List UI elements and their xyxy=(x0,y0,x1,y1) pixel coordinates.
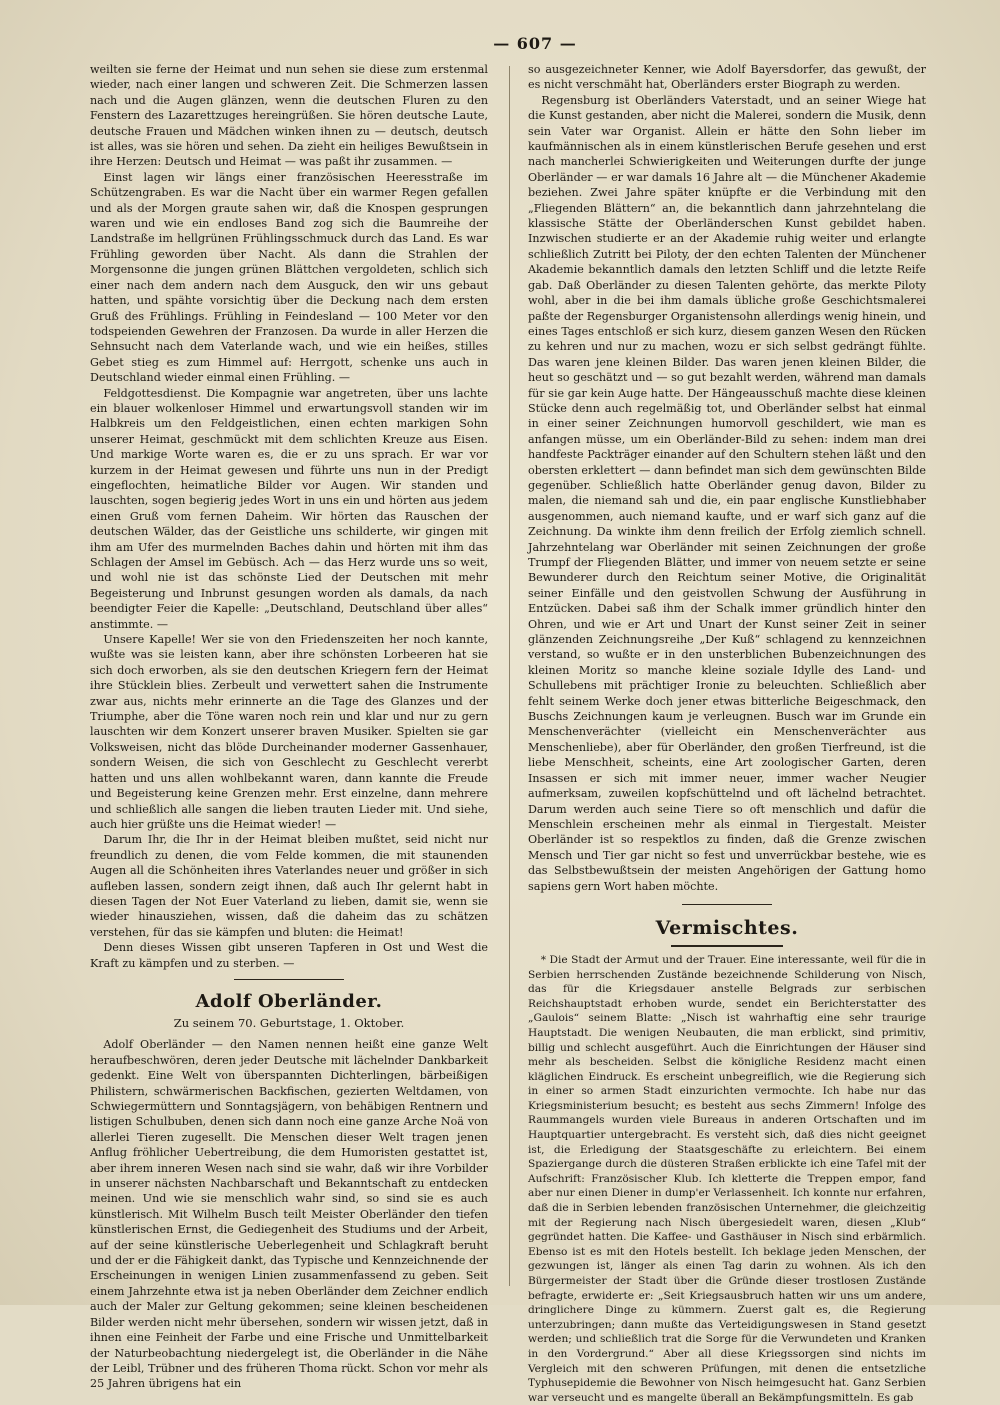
paragraph: Feldgottesdienst. Die Kompagnie war angetreten, über uns lachte ein blauer wolkenloser Himmel und erwartungsvoll standen wir im Halbkreis um den Feldgeistlichen, einen echten markigen Sohn unserer Heimat, geschmückt mit dem schlichten Kreuze aus Eisen. Und markige Worte waren es, die er zu uns sprach. Er war vor kurzem in der Heimat gewesen und führte uns nun in der Predigt eingeflochten, heimatliche Bilder vor Augen. Wir standen und lauschten, sogen begierig jedes Wort in uns ein und hörten aus jedem einen Gruß vom fernen Daheim. Wir hörten das Rauschen der deutschen Wälder, das der Geistliche uns schilderte, wir gingen mit ihm am Ufer des murmelnden Baches dahin und hörten mit ihm das Schlagen der Amsel im Gebüsch. Ach — das Herz wurde uns so weit, und wohl nie ist das schönste Lied der Deutschen mit mehr Begeisterung und Inbrunst gesungen worden als damals, da nach beendigter Feier die Kapelle: „Deutschland, Deutschland über alles“ anstimmte. — xyxy=(90,386,488,631)
page-number: — 607 — xyxy=(493,34,577,53)
article-title-oberlaender: Adolf Oberländer. xyxy=(195,990,383,1012)
article-separator xyxy=(234,979,344,980)
paragraph: Regensburg ist Oberländers Vaterstadt, und an seiner Wiege hat die Kunst gestanden, aber nicht die Malerei, sondern die Musik, denn sein Vater war Organist. Allein er hätte den Sohn lieber im kaufmännischen als in einem künstlerischen Berufe gesehen und erst nach mancherlei Schwierigkeiten und Weiterungen durfte der junge Oberländer — er war damals 16 Jahre alt — die Münchener Akademie beziehen. Zwei Jahre später knüpfte er die Verbindung mit den „Fliegenden Blättern“ an, die bekanntlich dann jahrzehntelang die klassische Stätte der Oberländerschen Kunst gebildet haben. Inzwischen studierte er an der Akademie ruhig weiter und erlangte schließlich Zutritt bei Piloty, der den echten Talenten der Münchener Akademie bekanntlich damals den letzten Schliff und die letzte Reife gab. Daß Oberländer zu diesen Talenten gehörte, das merkte Piloty wohl, aber in die bei ihm damals übliche große Geschichtsmalerei paßte der Regensburger Organistensohn allerdings wenig hinein, und eines Tages entschloß er sich kurz, diesem ganzen Wesen den Rücken zu kehren und nur zu machen, wozu er sich selbst gedrängt fühlte. Das waren jene kleinen Bilder. Das waren jenen kleinen Bilder, die heut so geschätzt und — so gut bezahlt werden, während man damals für sie gar kein Auge hatte. Der Hängeausschuß machte diese kleinen Stücke denn auch regelmäßig tot, und Oberländer selbst hat einmal in einer seiner Zeichnungen humorvoll geschildert, wie man es anfangen müsse, um ein Oberländer-Bild zu sehen: indem man drei handfeste Packträger einander auf den Schultern stehen läßt und den obersten erklettert — dann befindet man sich dem gewünschten Bilde gegenüber. Schließlich hatte Oberländer genug davon, Bilder zu malen, die niemand sah und die, ein paar englische Kunstliebhaber ausgenommen, auch niemand kaufte, und er warf sich ganz auf die Zeichnung. Da winkte ihm denn freilich der Erfolg ziemlich schnell. Jahrzehntelang war Oberländer mit seinen Zeichnungen der große Trumpf der Fliegenden Blätter, und immer von neuem setzte er seine Bewunderer durch den Reichtum seiner Motive, die Originalität seiner Einfälle und den geistvollen Schwung der Ausführung in Entzücken. Dabei saß ihm der Schalk immer gründlich hinter den Ohren, und wie er Art und Unart der Kunst seiner Zeit in seiner glänzenden Zeichnungsreihe „Der Kuß“ schlagend zu kennzeichnen verstand, so wußte er in den unsterblichen Bubenzeichnungen des kleinen Moritz so manche kleine soziale Idylle des Land- und Schullebens mit prächtiger Ironie zu beleuchten. Schließlich aber fehlt seinem Werke doch jener etwas bitterliche Beigeschmack, den Buschs Zeichnungen kaum je verleugnen. Busch war im Grunde ein Menschenverächter (vielleicht ein Menschenverächter aus Menschenliebe), aber für Oberländer, den großen Tierfreund, ist die liebe Menschheit, scheints, eine Art zoologischer Garten, deren Insassen er sich mit immer neuer, immer wacher Neugier aufmerksam, zuweilen kopfschüttelnd und oft lächelnd betrachtet. Darum werden auch seine Tiere so oft menschlich und dafür die Menschlein erscheinen mehr als einmal in Tiergestalt. Meister Oberländer ist so respektlos zu finden, daß die Grenze zwischen Mensch und Tier gar nicht so fest und unverrückbar bestehe, wie es das Selbstbewußtsein der meisten Angehörigen der Gattung homo sapiens gern Wort haben möchte. xyxy=(528,93,926,893)
paragraph: Adolf Oberländer — den Namen nennen heißt eine ganze Welt heraufbeschwören, deren jeder Deutsche mit lächelnder Dankbarkeit gedenkt. Eine Welt von überspannten Dichterlingen, bärbeißigen Philistern, schwärmerischen Backfischen, gezierten Weltdamen, von Schwiegermüttern und Sonntagsjägern, von behäbigen Rentnern und listigen Schulbuben, denen sich dann noch eine ganze Arche Noä von allerlei Tieren zugesellt. Die Menschen dieser Welt tragen jenen Anflug fröhlicher Uebertreibung, die dem Humoristen gestattet ist, aber ihrem inneren Wesen nach sind sie wahr, daß wir ihre Vorbilder in unserer nächsten Nachbarschaft und Bekanntschaft zu entdecken meinen. Und wie sie menschlich wahr sind, so sind sie es auch künstlerisch. Mit Wilhelm Busch teilt Meister Oberländer den tiefen künstlerischen Ernst, die Gediegenheit des Studiums und der Arbeit, auf der seine künstlerische Ueberlegenheit und Schlagkraft beruht und der er die Fähigkeit dankt, das Typische und Kennzeichnende der Erscheinungen in wenigen Linien zusammenfassend zu geben. Seit einem Jahrzehnte etwa ist ja neben Oberländer dem Zeichner endlich auch der Maler zur Geltung gekommen; seine kleinen bescheidenen Bilder werden nicht mehr übersehen, sondern wir wissen jetzt, daß in ihnen eine Feinheit der Farbe und eine Frische und Unmittelbarkeit der Naturbeobachtung niedergelegt ist, die Oberländer in die Nähe der Leibl, Trübner und des früheren Thoma rückt. Schon vor mehr als 25 Jahren übrigens hat ein xyxy=(90,1038,488,1391)
section-title-underline xyxy=(671,945,783,947)
paragraph: so ausgezeichneter Kenner, wie Adolf Bayersdorfer, das gewußt, der es nicht verschmäht hat, Oberländers erster Biograph zu werden. xyxy=(528,63,926,92)
paragraph: weilten sie ferne der Heimat und nun sehen sie diese zum erstenmal wieder, nach einer langen und schweren Zeit. Die Schmerzen lassen nach und die Augen glänzen, wenn die deutschen Fluren zu den Fenstern des Lazarettzuges hereingrüßen. Sie hören deutsche Laute, deutsche Frauen und Mädchen winken ihnen zu — deutsch, deutsch ist alles, was sie hören und sehen. Da zieht ein heiliges Bewußtsein in ihre Herzen: Deutsch und Heimat — was paßt ihr zusammen. — xyxy=(90,63,488,169)
right-column xyxy=(528,62,926,1404)
paragraph: Denn dieses Wissen gibt unseren Tapferen in Ost und West die Kraft zu kämpfen und zu sterben. — xyxy=(90,941,488,970)
paragraph: Einst lagen wir längs einer französischen Heeresstraße im Schützengraben. Es war die Nacht über ein warmer Regen gefallen und als der Morgen graute sahen wir, daß die Knospen gesprungen waren und wie ein endloses Band zog sich die Baumreihe der Landstraße im hellgrünen Frühlingsschmuck durch das Land. Es war Frühling geworden über Nacht. Als dann die Strahlen der Morgensonne die jungen grünen Blättchen vergoldeten, schlich sich einer nach dem andern nach dem Ausguck, den wir uns gebaut hatten, und spähte vorsichtig über die Deckung nach dem ersten Gruß des Frühlings. Frühling in Feindesland — 100 Meter vor den todspeienden Gewehren der Franzosen. Da wurde in aller Herzen die Sehnsucht nach dem Vaterlande wach, und wie ein heißes, stilles Gebet stieg es zum Himmel auf: Herrgott, schenke uns auch in Deutschland wieder einmal einen Frühling. — xyxy=(90,170,488,385)
article-separator xyxy=(682,904,772,905)
paragraph: Unsere Kapelle! Wer sie von den Friedenszeiten her noch kannte, wußte was sie leisten kann, aber ihre schönsten Lorbeeren hat sie sich doch erworben, als sie den deutschen Kriegern fern der Heimat ihre Stücklein blies. Zerbeult und verwettert sahen die Instrumente zwar aus, nichts mehr erinnerte an die Tage des Glanzes und der Triumphe, aber die Töne waren noch rein und klar und nur zu gern lauschten wir dem Konzert unserer braven Musiker. Spielten sie gar Volksweisen, nicht das blöde Durcheinander moderner Gassenhauer, sondern Weisen, die sich von Geschlecht zu Geschlecht vererbt hatten und uns allen wohlbekannt waren, dann kannte die Freude und Begeisterung keine Grenzen mehr. Erst einzelne, dann mehrere und schließlich alle sangen die lieben trauten Lieder mit. Und siehe, auch hier grüßte uns die Heimat wieder! — xyxy=(90,633,488,831)
article-subtitle: Zu seinem 70. Geburtstage, 1. Oktober. xyxy=(173,1015,405,1030)
column-divider xyxy=(509,66,510,1286)
section-title-vermischtes: Vermischtes. xyxy=(655,916,799,939)
paragraph: Darum Ihr, die Ihr in der Heimat bleiben mußtet, seid nicht nur freundlich zu denen, die vom Felde kommen, die mit staunenden Augen all die Schönheiten ihres Vaterlandes neuer und größer in sich aufleben lassen, sondern zeigt ihnen, daß auch Ihr gelernt habt in diesen Tagen der Not Euer Vaterland zu lieben, damit sie, wenn sie wieder hinausziehen, wissen, daß die daheim das zu schätzen verstehen, für das sie kämpfen und bluten: die Heimat! xyxy=(90,833,488,939)
left-column xyxy=(90,62,488,1391)
paragraph: * Die Stadt der Armut und der Trauer. Eine interessante, weil für die in Serbien herrschenden Zustände bezeichnende Schilderung von Nisch, das für die Kriegsdauer anstelle Belgrads zur serbischen Reichshauptstadt erhoben wurde, sendet ein Berichterstatter des „Gaulois“ seinem Blatte: „Nisch ist wahrhaftig eine sehr traurige Hauptstadt. Die wenigen Neubauten, die man erblickt, sind primitiv, billig und schlecht ausgeführt. Auch die Einrichtungen der Häuser sind mehr als bescheiden. Selbst die königliche Residenz macht einen kläglichen Eindruck. Es erscheint unbegreiflich, wie die Regierung sich in einer so armen Stadt einzurichten vermochte. Ich habe nur das Kriegsministerium besucht; es besteht aus sechs Zimmern! Infolge des Raummangels wurden viele Bureaus in anderen Ortschaften und im Hauptquartier untergebracht. Es versteht sich, daß dies nicht geeignet ist, die Erledigung der Staatsgeschäfte zu erleichtern. Bei einem Spaziergange durch die düsteren Straßen erblickte ich eine Tafel mit der Aufschrift: Französischer Klub. Ich kletterte die Treppen empor, fand aber nur einen Diener in dump'er Verlassenheit. Ich konnte nur erfahren, daß die in Serbien lebenden französischen Unternehmer, die gleichzeitig mit der Regierung nach Nisch übergesiedelt waren, diesen „Klub“ gegründet hatten. Die Kaffee- und Gasthäuser in Nisch sind erbärmlich. Ebenso ist es mit den Hotels bestellt. Ich beklage jeden Menschen, der gezwungen ist, länger als einen Tag darin zu wohnen. Als ich den Bürgermeister der Stadt über die Gründe dieser trostlosen Zustände befragte, erwiderte er: „Seit Kriegsausbruch hatten wir uns um andere, dringlichere Dinge zu kümmern. Zuerst galt es, die Regierung unterzubringen; dann mußte das Verteidigungswesen in Stand gesetzt werden; und schließlich trat die Sorge für die Verwundeten und Kranken in den Vordergrund.“ Aber all diese Kriegssorgen sind nichts im Vergleich mit den schweren Prüfungen, mit denen die entsetzliche Typhusepidemie die Bewohner von Nisch heimgesucht hat. Ganz Serbien war verseucht und es mangelte überall an Bekämpfungsmitteln. Es gab xyxy=(528,953,926,1404)
